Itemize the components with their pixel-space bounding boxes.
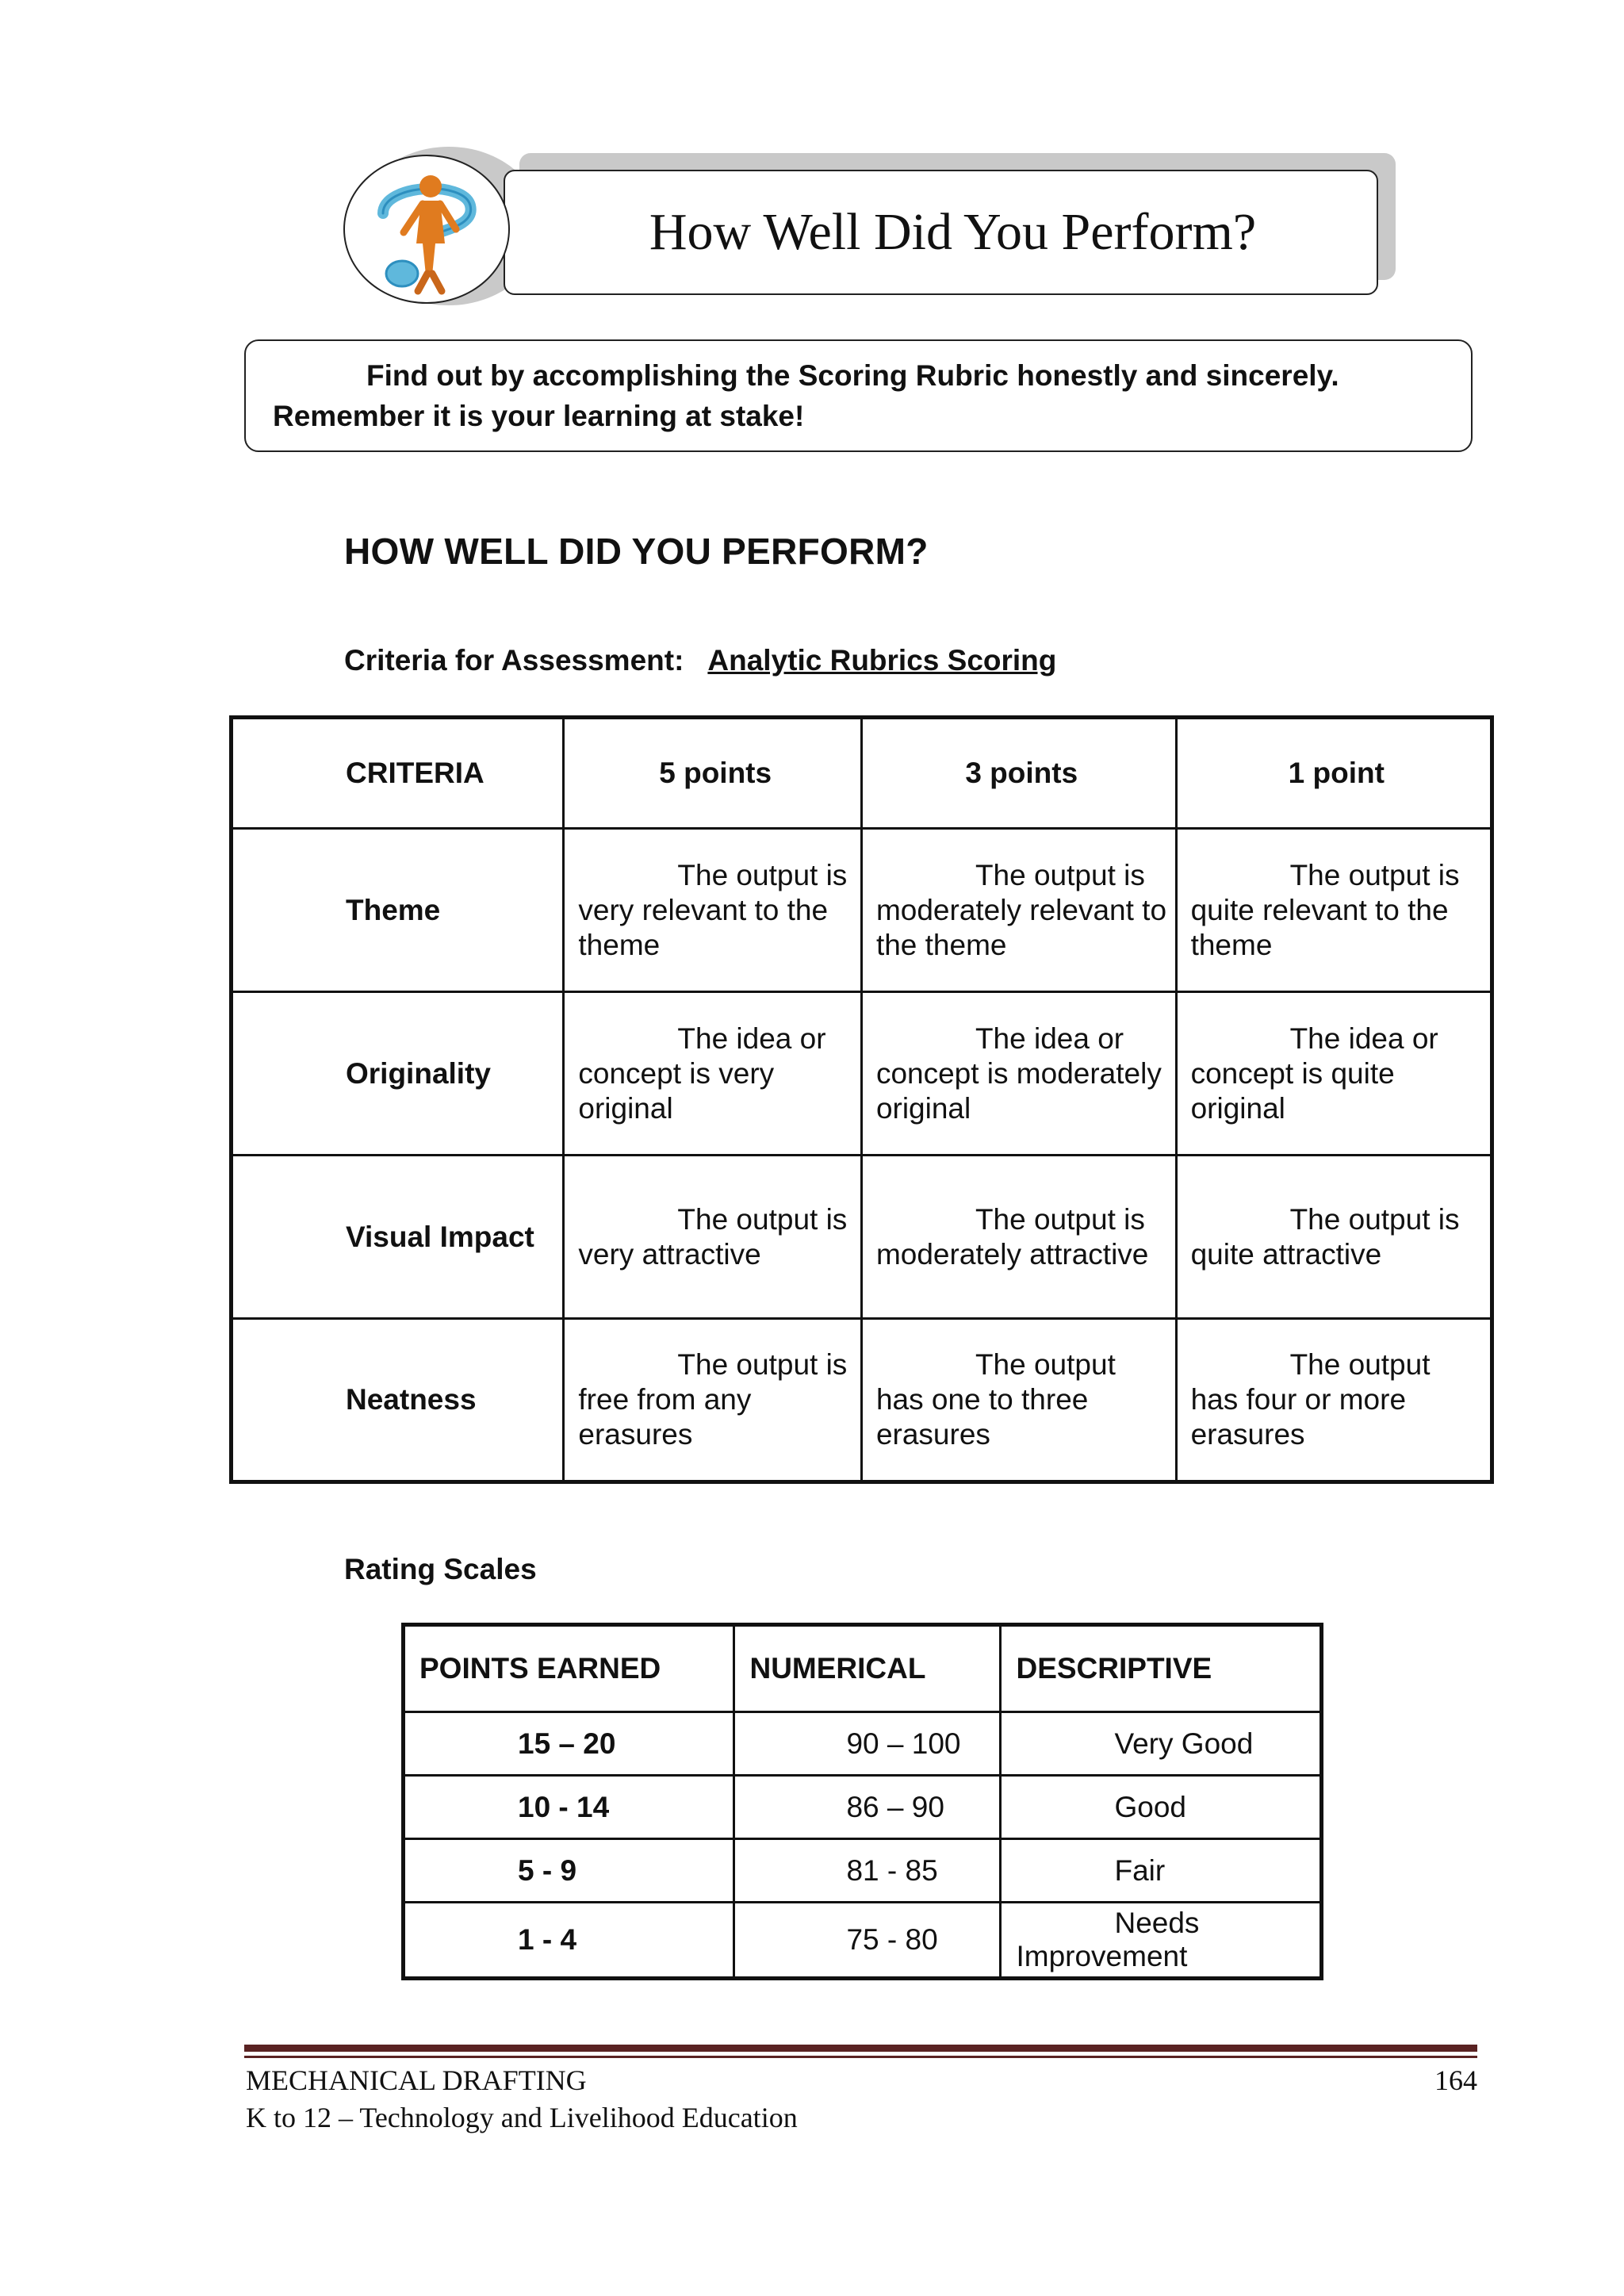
rating-header-points: POINTS EARNED xyxy=(404,1625,734,1712)
rating-header-row xyxy=(404,1625,1322,1712)
cell-first-line: The output is xyxy=(975,858,1145,891)
rating-header-numerical: NUMERICAL xyxy=(734,1625,1001,1712)
rubric-header-criteria: CRITERIA xyxy=(232,718,564,829)
descriptive-line-2: Improvement xyxy=(1016,1940,1188,1972)
footer-program: K to 12 – Technology and Livelihood Education xyxy=(246,2102,798,2133)
criteria-link: Analytic Rubrics Scoring xyxy=(707,644,1057,677)
cell-rest: has four or more erasures xyxy=(1190,1383,1407,1451)
footer-subject: MECHANICAL DRAFTING xyxy=(246,2064,587,2096)
banner-title: How Well Did You Perform? xyxy=(649,203,1257,261)
instruction-box xyxy=(244,339,1473,452)
descriptive-cell: Good xyxy=(1001,1776,1322,1839)
rubric-cell xyxy=(564,829,862,992)
cell-rest: is very relevant to the theme xyxy=(578,858,848,961)
rubric-header-1-point: 1 point xyxy=(1176,718,1492,829)
descriptive-line-1: Needs xyxy=(1114,1907,1200,1939)
cell-rest: is free from any erasures xyxy=(578,1348,848,1451)
question-mark-figure-icon xyxy=(345,156,508,302)
points-cell: 15 – 20 xyxy=(404,1712,734,1776)
descriptive-cell: Very Good xyxy=(1001,1712,1322,1776)
rubric-cell xyxy=(1176,829,1492,992)
table-row xyxy=(404,1839,1322,1903)
rating-header-descriptive: DESCRIPTIVE xyxy=(1001,1625,1322,1712)
cell-first-line: The idea or xyxy=(1289,1022,1438,1055)
rating-scales-heading: Rating Scales xyxy=(344,1553,537,1585)
rubric-cell xyxy=(1176,992,1492,1156)
cell-rest: concept is quite original xyxy=(1190,1056,1395,1125)
rubric-cell xyxy=(1176,1319,1492,1482)
cell-first-line: The output xyxy=(975,1348,1116,1381)
rubric-cell xyxy=(564,992,862,1156)
instruction-line-2: Remember it is your learning at stake! xyxy=(273,400,805,432)
rating-table xyxy=(401,1623,1323,1980)
rubric-cell xyxy=(1176,1156,1492,1319)
table-row xyxy=(404,1903,1322,1979)
footer-rule xyxy=(244,2045,1477,2052)
cell-rest: is very attractive xyxy=(578,1202,848,1271)
numerical-cell: 86 – 90 xyxy=(734,1776,1001,1839)
rubric-header-5-points: 5 points xyxy=(564,718,862,829)
cell-rest: quite relevant to the theme xyxy=(1190,893,1449,961)
question-person-icon xyxy=(343,155,510,304)
criteria-label: Criteria for Assessment: xyxy=(344,644,684,677)
cell-first-line: The output is xyxy=(1289,858,1460,891)
rubric-table xyxy=(229,715,1494,1484)
table-row xyxy=(232,1319,1492,1482)
criterion-visual-impact: Visual Impact xyxy=(232,1156,564,1319)
rubric-cell xyxy=(861,992,1176,1156)
criteria-line xyxy=(344,644,1056,677)
banner xyxy=(504,170,1378,295)
rubric-cell xyxy=(564,1156,862,1319)
section-heading: HOW WELL DID YOU PERFORM? xyxy=(344,531,929,572)
descriptive-cell: Fair xyxy=(1001,1839,1322,1903)
numerical-cell: 81 - 85 xyxy=(734,1839,1001,1903)
points-cell: 10 - 14 xyxy=(404,1776,734,1839)
cell-first-line: The idea or xyxy=(677,1022,826,1055)
cell-rest: moderately attractive xyxy=(875,1237,1149,1271)
criterion-theme: Theme xyxy=(232,829,564,992)
table-row xyxy=(404,1776,1322,1839)
cell-first-line: The output xyxy=(677,1348,818,1381)
instruction-line-1: Find out by accomplishing the Scoring Rubric honestly and sincerely. xyxy=(366,359,1339,392)
descriptive-cell xyxy=(1001,1903,1322,1979)
cell-rest: concept is moderately original xyxy=(875,1056,1162,1125)
criterion-neatness: Neatness xyxy=(232,1319,564,1482)
rubric-cell xyxy=(564,1319,862,1482)
cell-first-line: The output xyxy=(677,1202,818,1236)
criterion-originality: Originality xyxy=(232,992,564,1156)
cell-first-line: The output xyxy=(677,858,818,891)
table-row xyxy=(404,1712,1322,1776)
numerical-cell: 75 - 80 xyxy=(734,1903,1001,1979)
cell-first-line: The output is xyxy=(1289,1202,1460,1236)
rubric-cell xyxy=(861,1156,1176,1319)
cell-first-line: The idea or xyxy=(975,1022,1124,1055)
footer-rule-thin xyxy=(244,2056,1477,2058)
rubric-header-3-points: 3 points xyxy=(861,718,1176,829)
rubric-header-row xyxy=(232,718,1492,829)
cell-rest: moderately relevant to the theme xyxy=(875,893,1167,961)
table-row xyxy=(232,1156,1492,1319)
cell-first-line: The output xyxy=(1289,1348,1431,1381)
table-row xyxy=(232,829,1492,992)
cell-first-line: The output is xyxy=(975,1202,1145,1236)
numerical-cell: 90 – 100 xyxy=(734,1712,1001,1776)
rubric-cell xyxy=(861,1319,1176,1482)
points-cell: 5 - 9 xyxy=(404,1839,734,1903)
table-row xyxy=(232,992,1492,1156)
points-cell: 1 - 4 xyxy=(404,1903,734,1979)
rubric-cell xyxy=(861,829,1176,992)
footer-text xyxy=(246,2062,798,2137)
page-number: 164 xyxy=(1434,2064,1477,2096)
cell-rest: concept is very original xyxy=(578,1056,775,1125)
cell-rest: has one to three erasures xyxy=(875,1383,1089,1451)
cell-rest: quite attractive xyxy=(1190,1237,1382,1271)
